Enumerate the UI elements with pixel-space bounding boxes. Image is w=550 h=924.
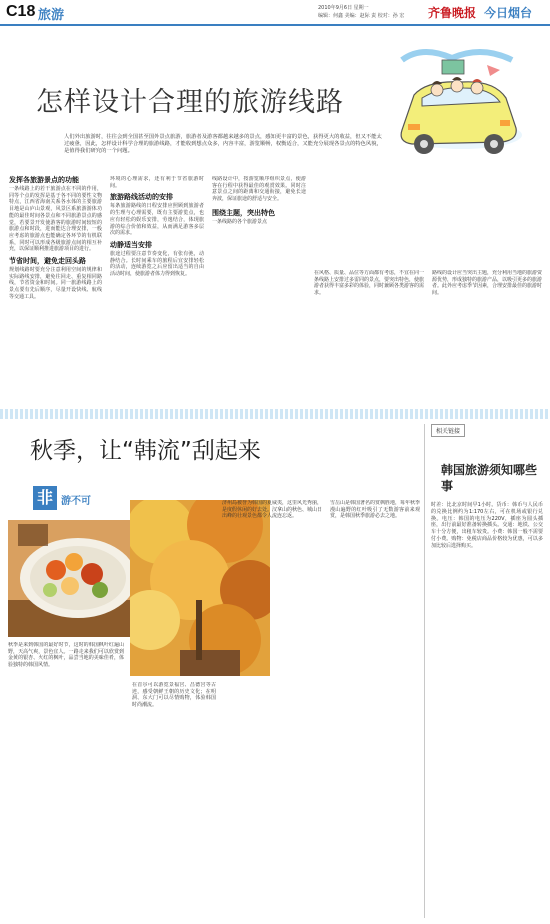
article1-col5-text: 路线的设计应当突出主题，充分利用当地的旅游资源优势，形成独特的旅游产品，以吸引更多的旅游者。此外应考虑季节因素，合理安排最佳的旅游时间。 [432,270,542,297]
article1-column-3 [212,176,306,402]
article2-body-4: 雪岳山是韩国著名的赏枫胜地，每年秋季漫山遍野的红叶吸引了无数游客前来观赏，是韩国秋季旅游必去之地。 [330,500,420,520]
article1-column-2 [110,176,204,402]
article2-column-1 [8,642,124,916]
subhead-dynamic: 动静适当安排 [110,240,152,249]
subhead-save-time: 节省时间，避免走回头路 [9,257,86,266]
article1-body-2: 规划线路时要充分注意利用空间的规律和实际路线安排，避免往回走、重复相同路线，节省资金和时间。同一旅游线路上的景点要有先后顺序，尽量开设快线、航线等交通工具。 [9,267,102,300]
article1-col3-text: 线路设计中，按游览顺序组织景点，使游客在行程中获得最佳的观赏效果。同时注意景点之间的距离和交通衔接，避免长途奔波，保证旅途的舒适与安全。 [212,176,306,203]
badge-char: 非 [33,486,57,510]
sidebar-box [424,424,547,918]
article2-body-2: 在首尔可以游览景福宫、昌德宫等古迹，感受朝鲜王朝的历史文化；在明洞、东大门可以尽情购物，体验韩国时尚潮流。 [132,682,216,709]
must-travel-badge [33,486,123,510]
section-divider [0,409,550,419]
header-date: 2010年9月6日 星期一 [318,5,369,11]
article1-caption: 一条线路的各个旅游景点 [212,218,268,225]
sidebar-body: 时差：比北京时间早1小时。货币：韩币与人民币的兑换比例约为1:170左右，可在机场或银行兑换。电压：韩国的电压为220V，插座为圆头插座，出行前最好准备转换插头。交通：地铁、公交车十分方便，出租车较贵。小费：韩国一般不需要付小费。购物：免税店商品价格较为优惠，可以多加比较后选择购买。 [431,502,543,549]
page-header [0,0,550,26]
related-links-tag: 相关链接 [431,424,465,437]
article1-col2-top: 环境的心理需求，还有利于节省旅游时间。 [110,176,204,189]
edition-name: 今日烟台 [484,6,533,20]
food-photo [8,520,143,637]
subhead-functions: 发挥各旅游景点的功能 [9,176,79,184]
section-name: 旅游 [38,8,65,23]
article1-lead: 人们外出旅游时，往往会到全国甚至国外景点旅游，旅游者及游客都越来越多的景点，感知更丰富的景色，获得更大的收益，但又不能太过疲惫，因此，怎样设计科学合理的旅游线路，才能收到想点众多，内容丰富，游览顺畅，权衡适合，又能充分展现各景点的特色风貌，是值得我们研究的一个问题。 [64,134,382,155]
article2-title: 秋季，让“韩流”刮起来 [30,438,261,464]
article1-body-3: 每条旅游路线的日程安排应照顾到旅游者的生理与心理需要，既有主要游览点，也应有轻松的娱乐安排，劳逸结合，体现旅游的综合价值和效益，从而满足游客多层次的需求。 [110,203,204,237]
article1-body-1: 一条线路上的若干旅游点在不同的作用，同等个点的发挥是基于各不同的要性文物特点，江西省海南关系各水体的主要旅游目地是山庐山景观，风景区系旅游游体功能的最佳时间各景点和不同旅游景点的感觉，若要景开发使游客的旅游时间较短的旅游点和时段，进而能达合理安排，一般应考虑的旅游点也能确定各环节的有机联系，同时可以形成各级旅游点间的相互补充，以保证顺利推进旅游项目的进行。 [9,186,102,253]
article1-title: 怎样设计合理的旅游线路 [36,87,344,118]
paper-name: 齐鲁晚报 [428,6,477,20]
article1-column-1 [9,174,102,402]
car-illustration [382,40,532,170]
article2-column-4 [330,500,420,916]
article2-column-3 [222,500,322,916]
header-editors: 编辑：何鑫 美编：赵际 责 校对：孙 宏 [318,13,405,19]
article2-column-2 [132,682,216,916]
badge-text: 游不可 [61,496,91,507]
article1-column-4 [314,270,424,402]
subhead-theme: 围绕主题，突出特色 [212,208,275,217]
article2-body-1: 秋季是来到韩国的最好时节，这时的韩国枫叶红遍山野，天高气爽，景色宜人。一路走来我们可以欣赏到金黄的银杏、火红的枫叶，品尝当地的美味佳肴，体验独特的韩国风情。 [8,642,124,669]
article1-body-4: 旅途过程要注意节奏变化，有张有弛，动静结合。长时间乘车的旅程后宜安排轻松的活动，连续游览之后应留出适当的自由活动时间，使旅游者体力得到恢复。 [110,250,204,278]
article1-column-5 [432,270,542,402]
sidebar-title: 韩国旅游须知哪些事 [441,463,538,493]
subhead-activities: 旅游路线活动的安排 [110,193,173,202]
article1-col4-text: 在风格、质量、品位等方面都有考虑，不宜在同一条线路上安排过多雷同的景点，要突出特色，使旅游者获得丰富多彩的体验，同时兼顾各类游客的需求。 [314,270,424,297]
page-code: C18 [6,3,36,20]
article2-body-3: 济州岛被誉为韩国的夏威夷，这里风光秀丽，是度假休闲的好去处。汉拿山的秋色、城山日出峰的壮观景色都令人流连忘返。 [222,500,322,520]
